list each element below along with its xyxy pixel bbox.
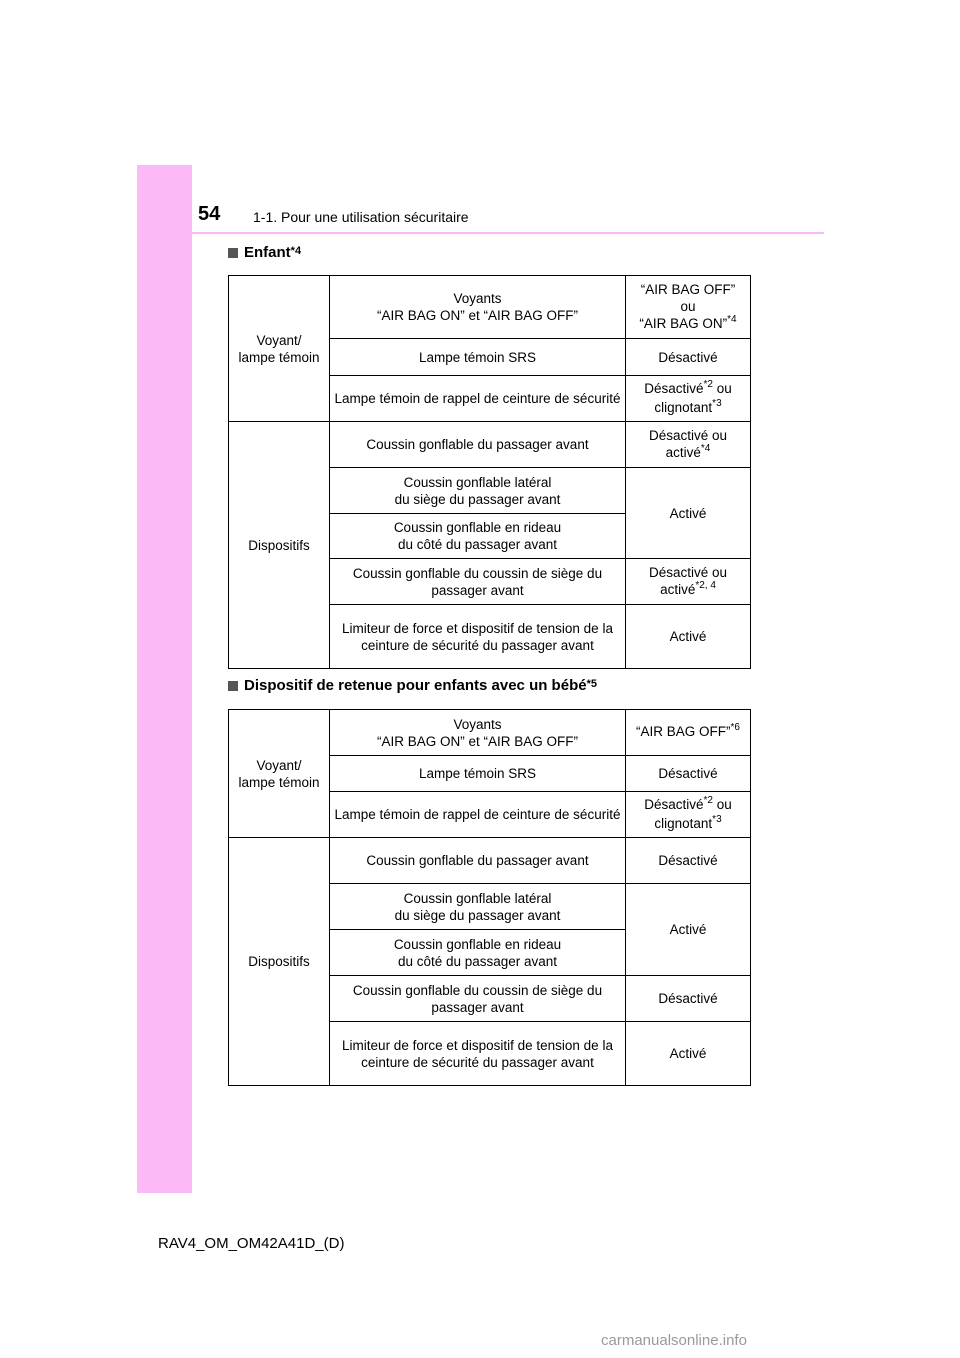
watermark: carmanualsonline.info bbox=[601, 1332, 747, 1349]
cushion-airbag-status: Désactivé ou activé$^{*2, 4}$ bbox=[626, 559, 751, 605]
document-code: RAV4_OM_OM42A41D_(D) bbox=[158, 1235, 345, 1252]
section-title: 1-1. Pour une utilisation sécuritaire bbox=[253, 209, 469, 225]
table-row bbox=[229, 710, 751, 756]
row-header-indicator: Voyant/ lampe témoin bbox=[229, 276, 330, 422]
belt-reminder-label: Lampe témoin de rappel de ceinture de sécurité bbox=[330, 792, 626, 838]
footnote-ref: *4 bbox=[290, 244, 302, 257]
front-airbag-status: Désactivé bbox=[626, 838, 751, 884]
srs-status: Désactivé bbox=[626, 339, 751, 376]
table-row bbox=[229, 422, 751, 468]
srs-label: Lampe témoin SRS bbox=[330, 756, 626, 792]
cushion-airbag-status: Désactivé bbox=[626, 976, 751, 1022]
table-row bbox=[229, 276, 751, 339]
voyants-status: “AIR BAG OFF”$^{*6}$ bbox=[626, 710, 751, 756]
curtain-airbag-label: Coussin gonflable en rideau du côté du passager avant bbox=[330, 514, 626, 559]
voyants-label: Voyants “AIR BAG ON” et “AIR BAG OFF” bbox=[330, 276, 626, 339]
side-curtain-status: Activé bbox=[626, 468, 751, 559]
row-header-indicator: Voyant/ lampe témoin bbox=[229, 710, 330, 838]
header-divider bbox=[192, 232, 824, 234]
side-curtain-status: Activé bbox=[626, 884, 751, 976]
voyants-label: Voyants “AIR BAG ON” et “AIR BAG OFF” bbox=[330, 710, 626, 756]
belt-reminder-status: Désactivé$^{*2}$ ou clignotant$^{*3}$ bbox=[626, 376, 751, 422]
srs-status: Désactivé bbox=[626, 756, 751, 792]
side-airbag-label: Coussin gonflable latéral du siège du passager avant bbox=[330, 884, 626, 930]
heading-bebe bbox=[228, 677, 597, 694]
page-number: 54 bbox=[198, 203, 221, 225]
table-row bbox=[229, 838, 751, 884]
side-airbag-label: Coussin gonflable latéral du siège du passager avant bbox=[330, 468, 626, 514]
chapter-side-tab bbox=[137, 165, 192, 1193]
srs-label: Lampe témoin SRS bbox=[330, 339, 626, 376]
front-airbag-status: Désactivé ou activé$^{*4}$ bbox=[626, 422, 751, 468]
table-enfant bbox=[228, 275, 751, 669]
heading-enfant bbox=[228, 244, 301, 261]
heading-text: Enfant bbox=[244, 244, 291, 261]
footnote-ref: *5 bbox=[586, 677, 597, 690]
square-bullet-icon bbox=[228, 681, 238, 691]
limiter-status: Activé bbox=[626, 605, 751, 669]
cushion-airbag-label: Coussin gonflable du coussin de siège du passager avant bbox=[330, 976, 626, 1022]
belt-reminder-status: Désactivé$^{*2}$ ou clignotant$^{*3}$ bbox=[626, 792, 751, 838]
square-bullet-icon bbox=[228, 248, 238, 258]
limiter-label: Limiteur de force et dispositif de tension de la ceinture de sécurité du passager avant bbox=[330, 1022, 626, 1086]
cushion-airbag-label: Coussin gonflable du coussin de siège du passager avant bbox=[330, 559, 626, 605]
front-airbag-label: Coussin gonflable du passager avant bbox=[330, 838, 626, 884]
heading-text: Dispositif de retenue pour enfants avec un bébé bbox=[244, 677, 587, 694]
limiter-label: Limiteur de force et dispositif de tension de la ceinture de sécurité du passager avant bbox=[330, 605, 626, 669]
row-header-devices: Dispositifs bbox=[229, 422, 330, 669]
voyants-status: “AIR BAG OFF” ou “AIR BAG ON”$^{*4}$ bbox=[626, 276, 751, 339]
limiter-status: Activé bbox=[626, 1022, 751, 1086]
belt-reminder-label: Lampe témoin de rappel de ceinture de sécurité bbox=[330, 376, 626, 422]
row-header-devices: Dispositifs bbox=[229, 838, 330, 1086]
front-airbag-label: Coussin gonflable du passager avant bbox=[330, 422, 626, 468]
table-bebe bbox=[228, 709, 751, 1086]
curtain-airbag-label: Coussin gonflable en rideau du côté du passager avant bbox=[330, 930, 626, 976]
